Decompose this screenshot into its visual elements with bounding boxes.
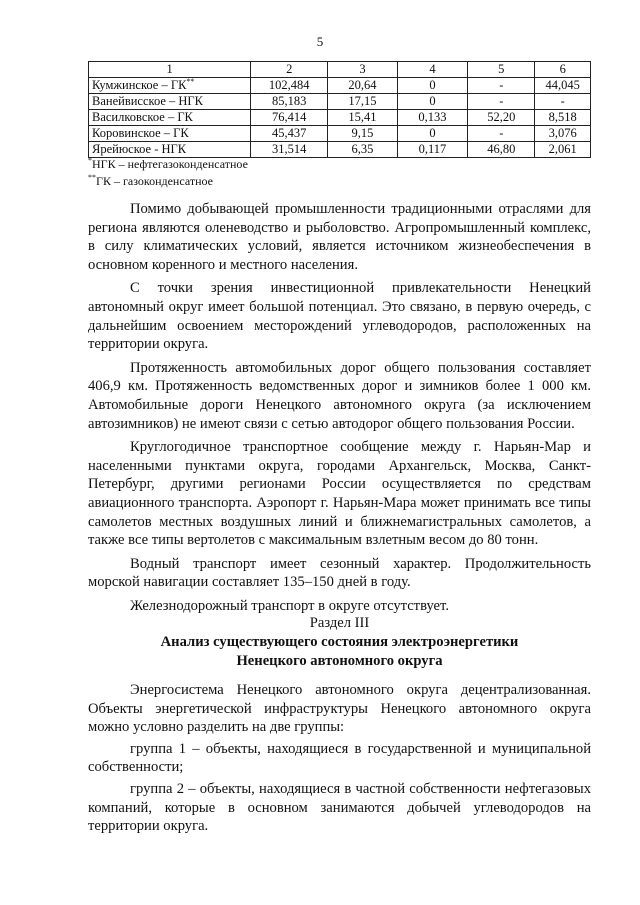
table-header-cell: 4 xyxy=(397,62,467,78)
table-cell: 8,518 xyxy=(535,110,591,126)
table-cell: 85,183 xyxy=(251,94,328,110)
field-name-cell xyxy=(89,78,251,94)
table-row xyxy=(89,78,591,94)
table-cell: 0 xyxy=(397,126,467,142)
table-cell: 0 xyxy=(397,94,467,110)
table-cell: 0,133 xyxy=(397,110,467,126)
table-cell: 3,076 xyxy=(535,126,591,142)
table-header-cell: 1 xyxy=(89,62,251,78)
section-title: Анализ существующего состояния электроэнергетики xyxy=(160,634,519,650)
body-text xyxy=(88,200,591,615)
paragraph: Помимо добывающей промышленности традиционными отраслями для региона являются оленеводство и рыболовство. Агропромышленный комплекс, в силу климатических условий, является источником жизнеобеспечения в основном коренного и местного населения. xyxy=(88,201,591,273)
table-cell: 6,35 xyxy=(328,142,398,158)
paragraph: Круглогодичное транспортное сообщение между г. Нарьян-Мар и населенными пунктами округа, городами Архангельск, Москва, Санкт-Петербург, другими регионами России осуществляется по средствам авиационного транспорта. Аэропорт г. Нарьян-Мара может принимать все типы самолетов местных воздушных линий и ближнемагистральных самолетов, а также все типы вертолетов с максимальным взлетным весом до 80 тонн. xyxy=(88,439,591,549)
table-cell: 45,437 xyxy=(251,126,328,142)
section-title: Ненецкого автономного округа xyxy=(236,653,443,669)
data-table xyxy=(88,61,591,158)
section-heading xyxy=(88,614,591,671)
table-cell: 0 xyxy=(397,78,467,94)
paragraph: Протяженность автомобильных дорог общего пользования составляет 406,9 км. Протяженность ведомственных дорог и зимников более 1 000 км. Автомобильные дороги Ненецкого автономного округа (за исключением автозимников) не имеют связи с сетью автодорог общего пользования России. xyxy=(88,359,591,432)
table-row xyxy=(89,110,591,126)
table-cell: 46,80 xyxy=(468,142,535,158)
field-name-cell: Василковское – ГК xyxy=(89,110,251,126)
table-cell: 2,061 xyxy=(535,142,591,158)
table-cell: 52,20 xyxy=(468,110,535,126)
table-cell: 31,514 xyxy=(251,142,328,158)
table-cell: - xyxy=(468,126,535,142)
table-row xyxy=(89,126,591,142)
paragraph: группа 2 – объекты, находящиеся в частной собственности нефтегазовых компаний, которые в основном занимаются добычей углеводородов на территории округа. xyxy=(88,780,591,835)
page-number: 5 xyxy=(316,34,324,49)
section-label: Раздел III xyxy=(309,615,370,631)
footnotes xyxy=(88,156,248,190)
table-header-cell: 5 xyxy=(468,62,535,78)
footnote-mark: ** xyxy=(186,76,195,86)
table-cell: 20,64 xyxy=(328,78,398,94)
table-cell: - xyxy=(535,94,591,110)
table-cell: 17,15 xyxy=(328,94,398,110)
field-name-cell: Ванейвисское – НГК xyxy=(89,94,251,110)
table-cell: 44,045 xyxy=(535,78,591,94)
paragraph: Водный транспорт имеет сезонный характер. Продолжительность морской навигации составляет 135–150 дней в году. xyxy=(88,555,591,591)
footnote-mark: * xyxy=(88,156,92,165)
table-cell: 76,414 xyxy=(251,110,328,126)
paragraph: группа 1 – объекты, находящиеся в государственной и муниципальной собственности; xyxy=(88,740,591,776)
footnote-mark: ** xyxy=(88,173,96,182)
table-header-cell: 3 xyxy=(328,62,398,78)
table-header-row xyxy=(89,62,591,78)
footnote-text: НГК – нефтегазоконденсатное xyxy=(92,157,248,171)
body-text-section xyxy=(88,681,591,836)
table-row xyxy=(89,94,591,110)
paragraph: С точки зрения инвестиционной привлекательности Ненецкий автономный округ имеет большой потенциал. Это связано, в первую очередь, с дальнейшим освоением месторождений углеводородов, расположенных на территории округа. xyxy=(88,280,591,353)
field-name-cell: Ярейюское - НГК xyxy=(89,142,251,158)
paragraph: Железнодорожный транспорт в округе отсутствует. xyxy=(130,597,449,614)
table-cell: - xyxy=(468,78,535,94)
footnote xyxy=(88,156,248,173)
footnote xyxy=(88,173,248,190)
table-cell: - xyxy=(468,94,535,110)
table-header-cell: 2 xyxy=(251,62,328,78)
table-cell: 0,117 xyxy=(397,142,467,158)
table-cell: 102,484 xyxy=(251,78,328,94)
field-name-cell: Коровинское – ГК xyxy=(89,126,251,142)
table-cell: 15,41 xyxy=(328,110,398,126)
field-name: Кумжинское – ГК xyxy=(92,78,187,92)
table-header-cell: 6 xyxy=(535,62,591,78)
footnote-text: ГК – газоконденсатное xyxy=(96,174,213,188)
table-cell: 9,15 xyxy=(328,126,398,142)
paragraph: Энергосистема Ненецкого автономного округа децентрализованная. Объекты энергетической инфраструктуры Ненецкого автономного округа можно условно разделить на две группы: xyxy=(88,682,591,736)
